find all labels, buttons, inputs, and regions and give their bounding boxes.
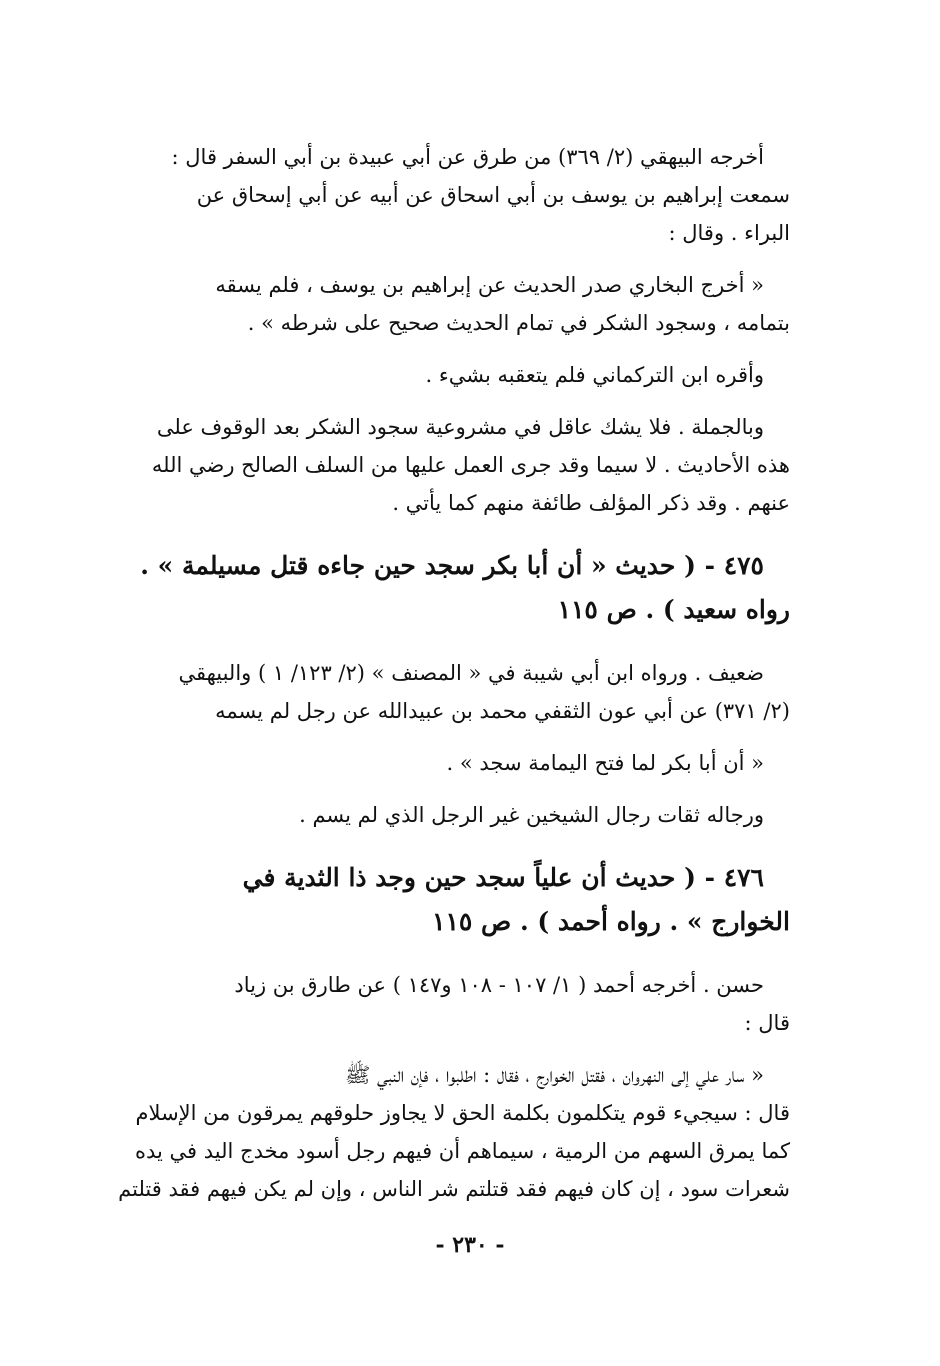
paragraph — [110, 796, 790, 834]
text-line: وبالجملة . فلا يشك عاقل في مشروعية سجود الشكر بعد الوقوف على — [156, 415, 764, 439]
text-line: ٤٧٦ - ( حديث أن علياً سجد حين وجد ذا الثدية في — [242, 863, 764, 892]
text-line: ضعيف . ورواه ابن أبي شيبة في « المصنف » (٢/ ١٢٣/ ١ ) والبيهقي — [178, 661, 764, 685]
text-line: هذه الأحاديث . لا سيما وقد جرى العمل عليها من السلف الصالح رضي الله — [151, 453, 790, 477]
paragraph — [110, 266, 790, 342]
page-number: - ٢٣٠ - — [435, 1232, 505, 1258]
text-line: « سار علي إلى النهروان ، فقتل الخوارج ، فقال : اطلبوا ، فإن النبي ﷺ — [345, 1063, 764, 1087]
text-line: شعرات سود ، إن كان فيهم فقد قتلتم شر الناس ، وإن لم يكن فيهم فقد قتلتم — [118, 1177, 790, 1201]
text-line: سمعت إبراهيم بن يوسف بن أبي اسحاق عن أبيه عن أبي إسحاق عن — [196, 183, 790, 207]
text-line: أخرجه البيهقي (٢/ ٣٦٩) من طرق عن أبي عبيدة بن أبي السفر قال : — [171, 145, 764, 169]
page-content — [110, 138, 790, 1208]
text-line: « أن أبا بكر لما فتح اليمامة سجد » . — [446, 751, 764, 775]
text-line: البراء . وقال : — [668, 221, 790, 245]
text-line: (٢/ ٣٧١) عن أبي عون الثقفي محمد بن عبيدالله عن رجل لم يسمه — [215, 699, 790, 723]
paragraph — [110, 744, 790, 782]
text-line: ورجاله ثقات رجال الشيخين غير الرجل الذي لم يسم . — [299, 803, 764, 827]
text-line: عنهم . وقد ذكر المؤلف طائفة منهم كما يأتي . — [392, 491, 790, 515]
text-line: « أخرج البخاري صدر الحديث عن إبراهيم بن يوسف ، فلم يسقه — [215, 273, 764, 297]
text-line: قال : سيجيء قوم يتكلمون بكلمة الحق لا يجاوز حلوقهم يمرقون من الإسلام — [135, 1101, 790, 1125]
paragraph — [110, 1056, 790, 1208]
text-line: الخوارج » . رواه أحمد ) . ص ١١٥ — [432, 907, 790, 936]
paragraph — [110, 966, 790, 1042]
text-line: وأقره ابن التركماني فلم يتعقبه بشيء . — [425, 363, 764, 387]
hadith-heading — [110, 544, 790, 632]
paragraph — [110, 356, 790, 394]
text-line: كما يمرق السهم من الرمية ، سيماهم أن فيهم رجل أسود مخدج اليد في يده — [134, 1139, 790, 1163]
text-line: رواه سعيد ) . ص ١١٥ — [557, 595, 790, 624]
paragraph — [110, 408, 790, 522]
text-line: ٤٧٥ - ( حديث « أن أبا بكر سجد حين جاءه قتل مسيلمة » . — [140, 551, 764, 580]
hadith-heading — [110, 856, 790, 944]
paragraph — [110, 138, 790, 252]
text-line: قال : — [744, 1011, 790, 1035]
text-line: حسن . أخرجه أحمد ( ١/ ١٠٧ - ١٠٨ و١٤٧ ) عن طارق بن زياد — [234, 973, 764, 997]
paragraph — [110, 654, 790, 730]
text-line: بتمامه ، وسجود الشكر في تمام الحديث صحيح على شرطه » . — [247, 311, 790, 335]
